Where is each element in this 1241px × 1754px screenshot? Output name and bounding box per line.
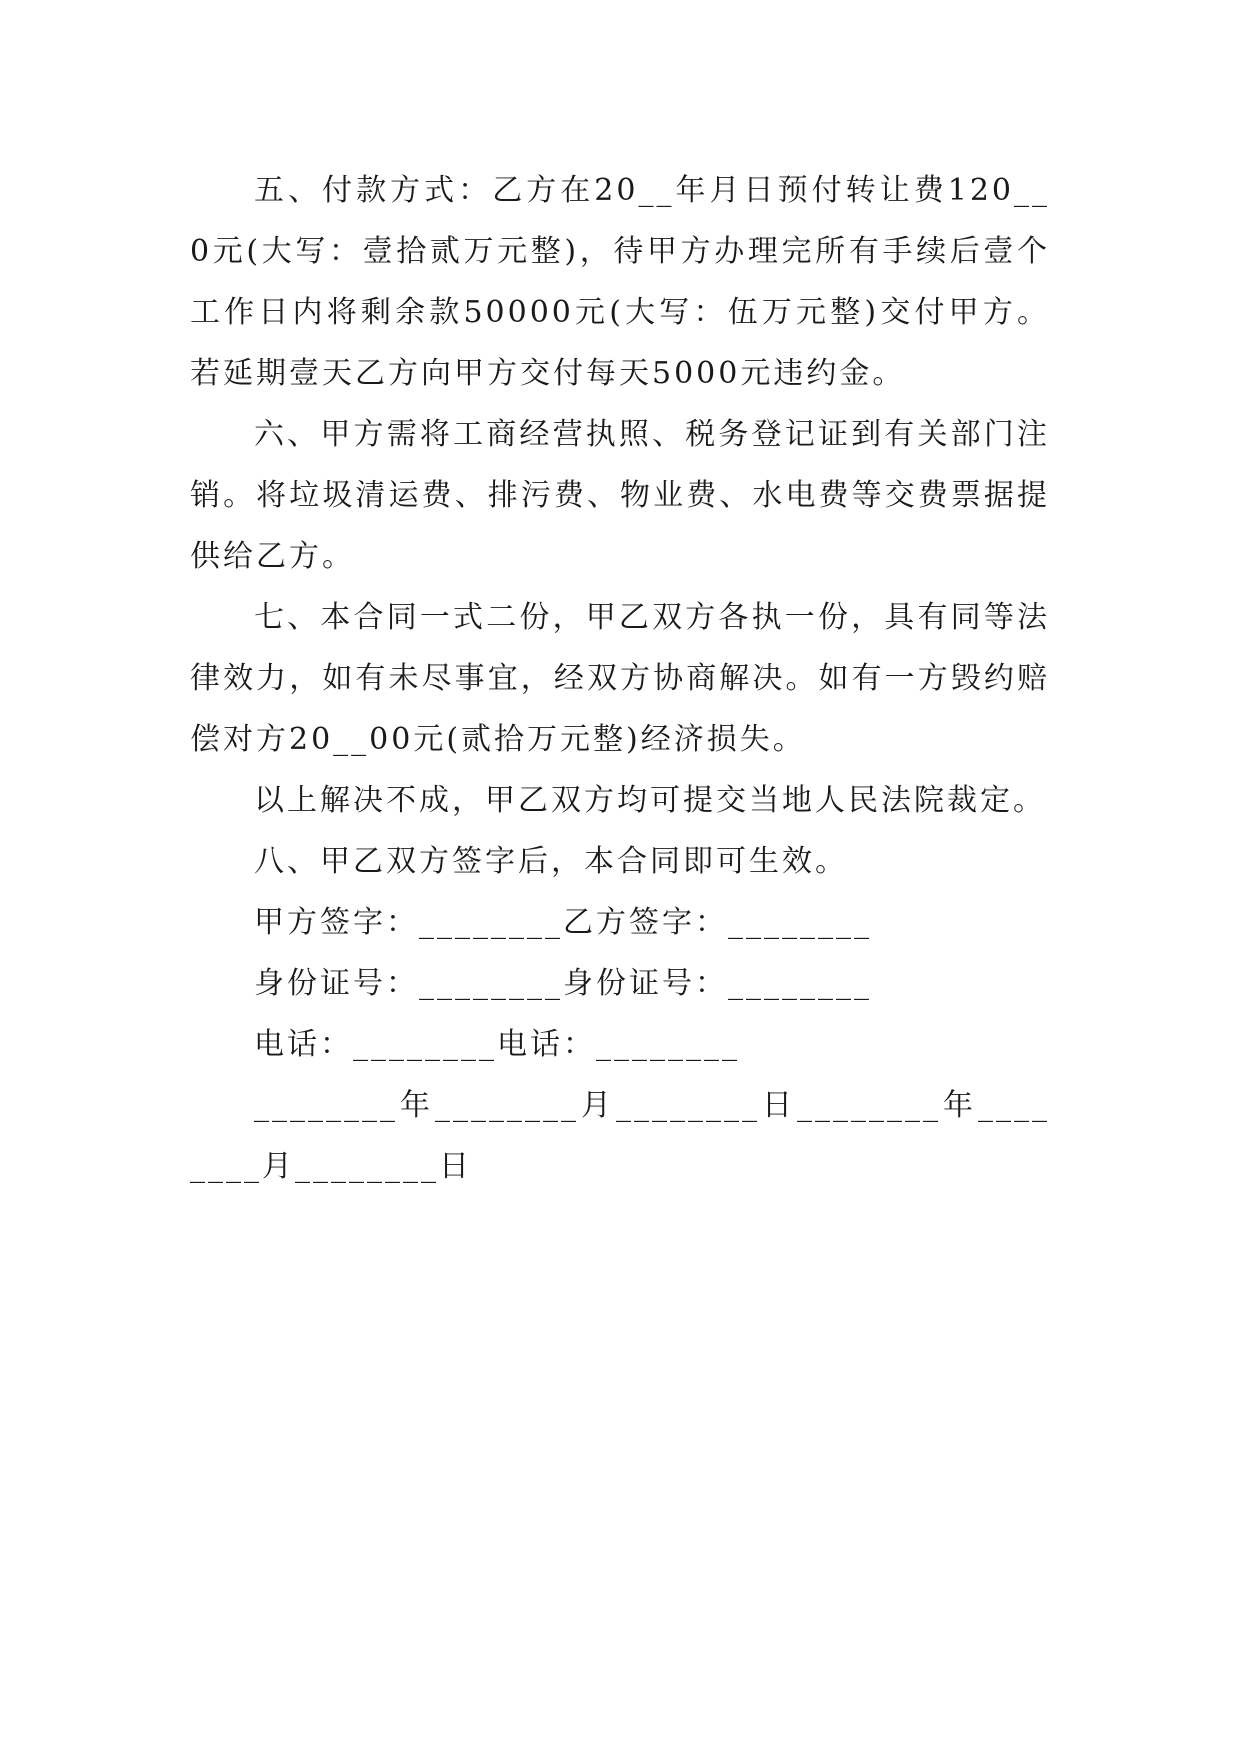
dispute-resolution-line: 以上解决不成，甲乙双方均可提交当地人民法院裁定。 [254,783,1046,818]
signature-line: 甲方签字：________乙方签字：________ [254,905,872,940]
clause-copies-and-breach: 七、本合同一式二份，甲乙双方各执一份，具有同等法律效力，如有未尽事宜，经双方协商解决。如有一方毁约赔偿对方20__00元(贰拾万元整)经济损失。 [190,600,1050,757]
phone-line: 电话：________电话：________ [254,1027,740,1062]
clause-effectiveness: 八、甲乙双方签字后，本合同即可生效。 [254,844,848,879]
id-number-line: 身份证号：________身份证号：________ [254,966,872,1001]
clause-license-cancellation: 六、甲方需将工商经营执照、税务登记证到有关部门注销。将垃圾清运费、排污费、物业费、水电费等交费票据提供给乙方。 [190,417,1050,574]
date-line: ________年________月________日________年________月________日 [190,1088,1050,1184]
contract-body [190,160,1050,1197]
clause-payment-method: 五、付款方式：乙方在20__年月日预付转让费120__0元(大写：壹拾贰万元整)，待甲方办理完所有手续后壹个工作日内将剩余款50000元(大写：伍万元整)交付甲方。若延期壹天乙方向甲方交付每天5000元违约金。 [190,173,1050,391]
